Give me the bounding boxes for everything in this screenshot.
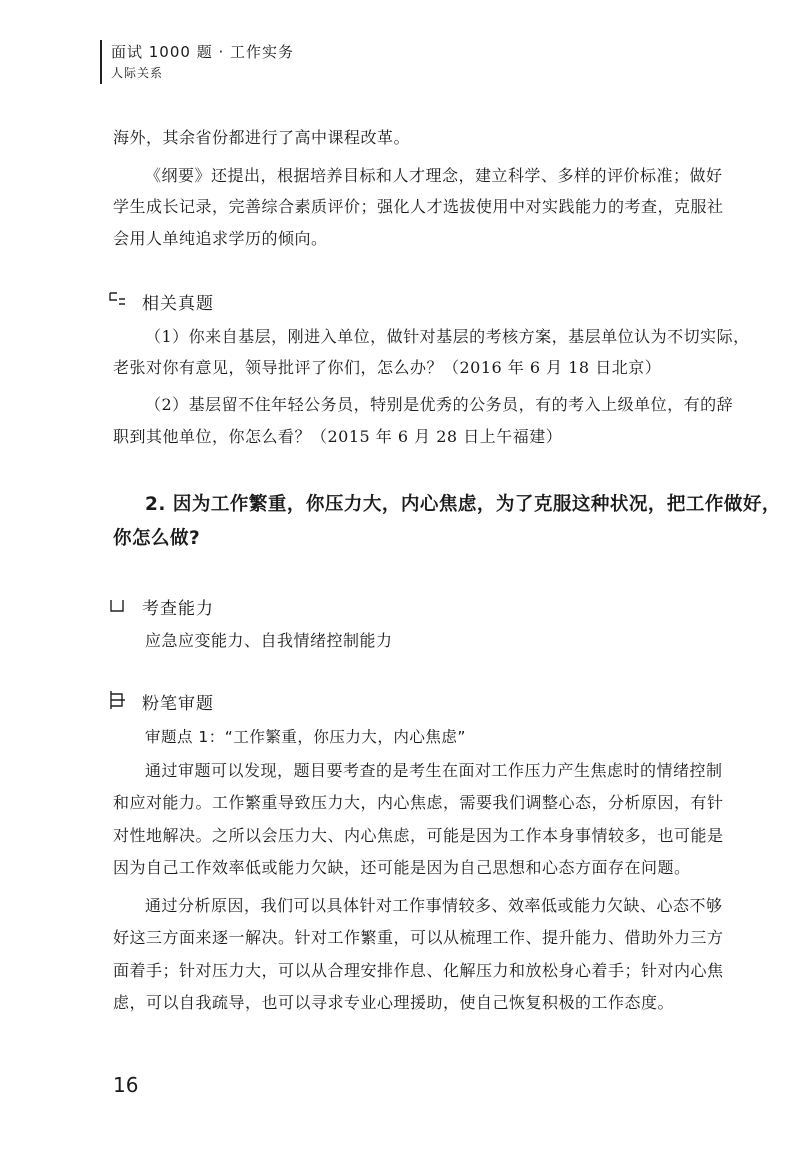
text-line: 学生成长记录，完善综合素质评价；强化人才选拔使用中对实践能力的考查，克服社 <box>113 197 724 216</box>
question-title-continued: 你怎么做? <box>113 528 201 549</box>
text-line: 《纲要》还提出，根据培养目标和人才理念，建立科学、多样的评价标准；做好 <box>145 166 723 185</box>
text-line: 会用人单纯追求学历的倾向。 <box>113 229 328 248</box>
ability-icon <box>108 596 126 616</box>
section-heading-analysis: 粉笔审题 <box>142 694 214 714</box>
related-questions-icon <box>108 290 126 310</box>
text-line: 面着手；针对压力大，可以从合理安排作息、化解压力和放松身心着手；针对内心焦 <box>113 961 724 980</box>
ability-text: 应急应变能力、自我情绪控制能力 <box>145 631 393 650</box>
text-line: 对性地解决。之所以会压力大、内心焦虑，可能是因为工作本身事情较多，也可能是 <box>113 826 724 845</box>
text-line: 和应对能力。工作繁重导致压力大，内心焦虑，需要我们调整心态，分析原因，有针 <box>113 793 724 812</box>
page-number: 16 <box>113 1073 139 1097</box>
text-line: 通过分析原因，我们可以具体针对工作事情较多、效率低或能力欠缺、心态不够 <box>145 896 723 915</box>
text-line: （1）你来自基层，刚进入单位，做针对基层的考核方案，基层单位认为不切实际， <box>145 327 750 346</box>
analysis-icon <box>108 690 126 710</box>
text-line: 虑，可以自我疏导，也可以寻求专业心理援助，使自己恢复积极的工作态度。 <box>113 993 675 1012</box>
text-line: 好这三方面来逐一解决。针对工作繁重，可以从梳理工作、提升能力、借助外力三方 <box>113 928 724 947</box>
text-line: 因为自己工作效率低或能力欠缺，还可能是因为自己思想和心态方面存在问题。 <box>113 858 691 877</box>
text-line: 老张对你有意见，领导批评了你们，怎么办？（2016 年 6 月 18 日北京） <box>113 358 662 377</box>
question-title: 2. 因为工作繁重，你压力大，内心焦虑，为了克服这种状况，把工作做好， <box>145 494 781 515</box>
section-heading-related: 相关真题 <box>142 294 214 314</box>
text-line: 职到其他单位，你怎么看？（2015 年 6 月 28 日上午福建） <box>113 427 563 446</box>
text-line: 通过审题可以发现，题目要考查的是考生在面对工作压力产生焦虑时的情绪控制 <box>145 761 723 780</box>
analysis-point-label: 审题点 1：“工作繁重，你压力大，内心焦虑” <box>145 728 466 746</box>
text-line: 海外，其余省份都进行了高中课程改革。 <box>113 128 411 147</box>
running-header-title: 面试 1000 题 · 工作实务 <box>111 43 295 61</box>
section-heading-ability: 考查能力 <box>142 599 214 619</box>
header-divider <box>100 40 102 84</box>
running-header-subtitle: 人际关系 <box>111 66 164 80</box>
text-line: （2）基层留不住年轻公务员，特别是优秀的公务员，有的考入上级单位，有的辞 <box>145 395 734 414</box>
